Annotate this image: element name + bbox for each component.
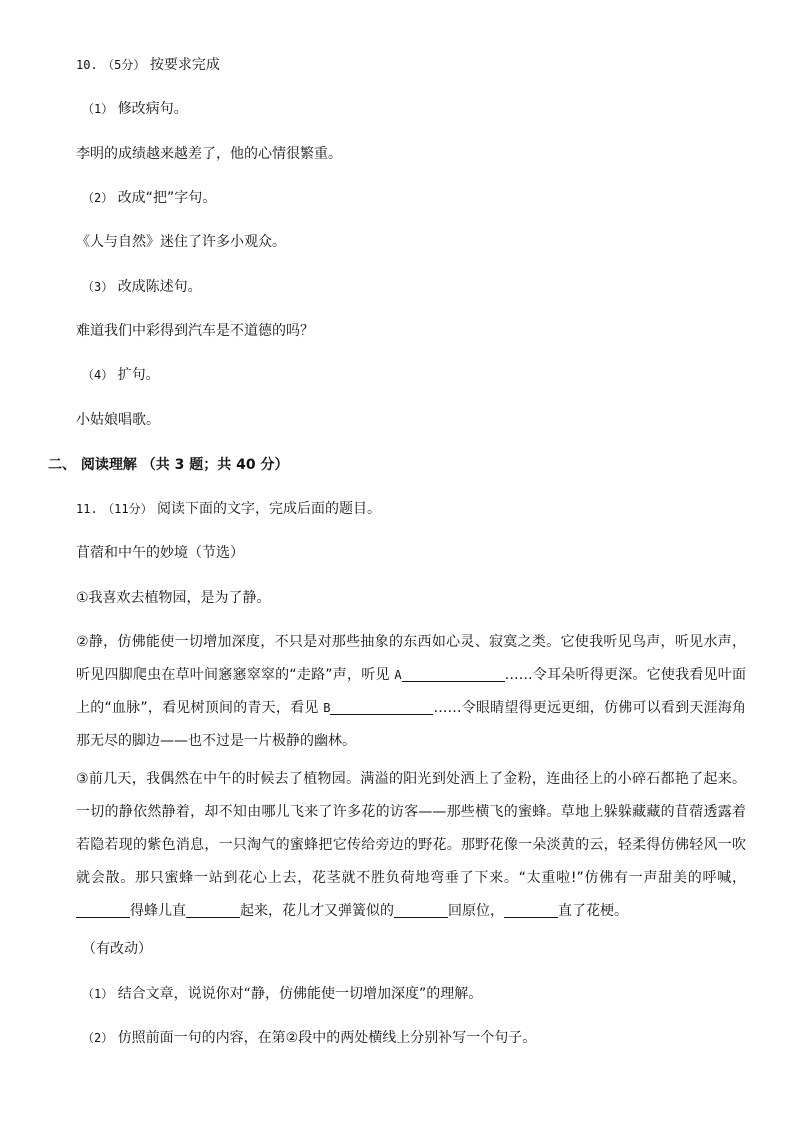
paragraph-text: ③前几天，我偶然在中午的时候去了植物园。满溢的阳光到处洒上了金粉，连曲径上的小碎石都艳了起来。一切的静依然静着，却不知由哪儿飞来了许多花的访客——那些横飞的蜜蜂。草地上躲躲藏藏的苜蓿透露着若隐若现的紫色消息，一只淘气的蜜蜂把它传给旁边的野花。那野花像一朵淡黄的云，轻柔得仿佛轻风一吹就会散。那只蜜蜂一站到花心上去，花茎就不胜负荷地弯垂了下来。“太重啦!”仿佛有一声甜美的呼喊， (76, 771, 746, 886)
q11-sub-question-1 (82, 985, 482, 1003)
sentence-4: 小姑娘唱歌。 (76, 412, 160, 428)
answer-blank-4[interactable] (504, 903, 558, 918)
paragraph-text: 回原位， (448, 903, 504, 919)
sub-question-4 (82, 366, 160, 384)
paragraph-text: 起来，花儿才又弹簧似的 (240, 903, 394, 919)
sub-label: （4） (82, 368, 114, 382)
sentence-3: 难道我们中彩得到汽车是不道德的吗？ (76, 323, 314, 339)
sub-label: （3） (82, 280, 114, 294)
q11-sub-question-2 (82, 1029, 536, 1047)
sub-text: 仿照前面一句的内容，在第②段中的两处横线上分别补写一个句子。 (117, 1030, 537, 1046)
question-number: 11. (76, 502, 98, 516)
paragraph-text: ……令耳朵听得更深。它使我看见叶面上的“血脉”，看见树顶间的青天，看见 (76, 667, 746, 716)
question-score: （11分） (102, 502, 153, 516)
question-11-header (76, 500, 381, 518)
sub-label: （2） (82, 191, 114, 205)
revision-note: （有改动） (82, 941, 152, 957)
passage-title: 苜蓿和中午的妙境（节选） (76, 545, 244, 561)
blank-marker-b: B (323, 701, 331, 715)
answer-blank-b[interactable] (330, 700, 433, 715)
sub-label: （1） (82, 987, 114, 1001)
answer-blank-1[interactable] (76, 903, 130, 918)
sub-question-1 (82, 100, 188, 118)
paragraph-text: 得蜂儿直 (130, 903, 186, 919)
answer-blank-2[interactable] (186, 903, 240, 918)
answer-blank-3[interactable] (394, 903, 448, 918)
section-heading: 二、 阅读理解 （共 3 题；共 40 分） (48, 457, 289, 473)
question-title: 按要求完成 (149, 57, 220, 73)
sub-task: 改成陈述句。 (117, 279, 202, 295)
sub-task: 改成“把”字句。 (117, 190, 217, 206)
blank-marker-a: A (394, 668, 402, 682)
sub-question-3 (82, 278, 202, 296)
question-score: （5分） (102, 58, 146, 72)
sentence-1: 李明的成绩越来越差了，他的心情很繁重。 (76, 146, 342, 162)
sub-label: （1） (82, 102, 114, 116)
sub-text: 结合文章，说说你对“静，仿佛能使一切增加深度”的理解。 (117, 986, 483, 1002)
sub-task: 修改病句。 (117, 101, 188, 117)
paragraph-text: ……令眼睛望得更远更细，仿佛可以看到天涯海角那无尽的脚边——也不过是一片极静的幽林。 (76, 700, 746, 749)
sub-label: （2） (82, 1031, 114, 1045)
question-number: 10. (76, 58, 98, 72)
passage-paragraph-3 (76, 763, 746, 928)
question-instruction: 阅读下面的文字，完成后面的题目。 (157, 501, 382, 517)
sub-task: 扩句。 (117, 367, 160, 383)
passage-paragraph-2 (76, 626, 746, 758)
paragraph-text: ②静，仿佛能使一切增加深度，不只是对那些抽象的东西如心灵、寂寞之类。它使我听见鸟声，听见水声，听见四脚爬虫在草叶间窸窸窣窣的“走路”声，听见 (76, 634, 746, 683)
passage-paragraph-1: ①我喜欢去植物园，是为了静。 (76, 590, 271, 606)
answer-blank-a[interactable] (402, 667, 505, 682)
paragraph-text: 直了花梗。 (558, 903, 628, 919)
question-10-header (76, 56, 220, 74)
sub-question-2 (82, 189, 216, 207)
sentence-2: 《人与自然》迷住了许多小观众。 (76, 234, 286, 250)
